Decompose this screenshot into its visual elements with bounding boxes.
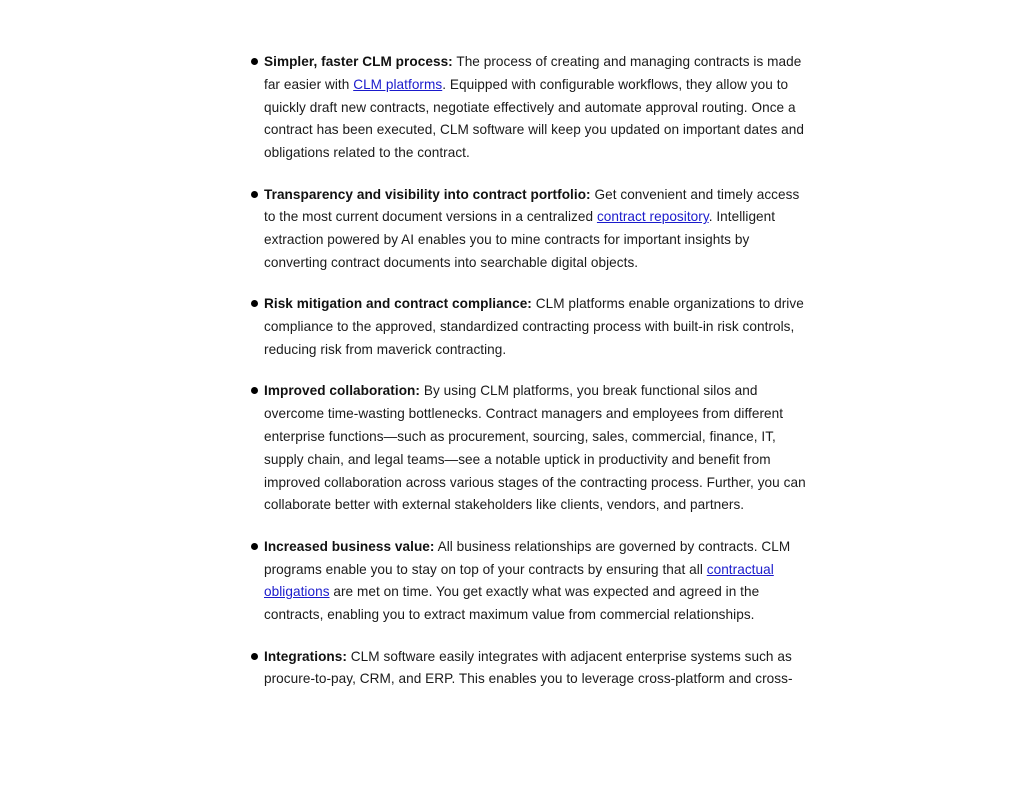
bullet-icon	[251, 653, 258, 660]
list-item	[249, 51, 809, 165]
item-text: By using CLM platforms, you break functional silos and overcome time-wasting bottlenecks. Contract managers and employees from different enterprise functions—such as procurement, sourcing, sales, commercial, finance, IT, supply chain, and legal teams—see a notable uptick in productivity and benefit from improved collaboration across various stages of the contracting process. Further, you can collaborate better with external stakeholders like clients, vendors, and partners.	[264, 383, 806, 513]
clm-platforms-link[interactable]: CLM platforms	[353, 76, 443, 92]
bullet-icon	[251, 387, 258, 394]
item-heading: Simpler, faster CLM process:	[264, 54, 453, 69]
item-heading: Increased business value:	[264, 538, 435, 554]
item-text: . Equipped with configurable workflows, they allow you to quickly draft new contracts, negotiate effectively and automate approval routing. Once a contract has been executed, CLM software will keep you updated on important dates and obligations related to the contract.	[264, 76, 805, 161]
bullet-icon	[251, 543, 258, 550]
item-heading: Transparency and visibility into contract portfolio:	[264, 186, 591, 202]
item-text: are met on time. You get exactly what was expected and agreed in the contracts, enabling you to extract maximum value from commercial relationships.	[264, 584, 760, 623]
item-text: CLM software easily integrates with adjacent enterprise systems such as procure-to-pay, CRM, and ERP. This enables you to leverage cross-platform and cross-	[264, 648, 793, 687]
list-item	[249, 380, 809, 517]
bullet-icon	[251, 58, 258, 65]
item-text: All business relationships are governed by contracts. CLM programs enable you to stay on top of your contracts by ensuring that all	[264, 538, 791, 577]
item-heading: Integrations:	[264, 648, 347, 664]
contractual-obligations-link[interactable]: contractual obligations	[264, 561, 774, 600]
item-text: . Intelligent extraction powered by AI enables you to mine contracts for important insights by converting contract documents into searchable digital objects.	[264, 209, 776, 270]
contract-repository-link[interactable]: contract repository	[596, 209, 709, 225]
benefits-bullet-list	[249, 51, 809, 710]
list-item	[249, 536, 809, 627]
item-heading: Risk mitigation and contract compliance:	[264, 296, 532, 312]
item-text: CLM platforms enable organizations to drive compliance to the approved, standardized contracting process with built-in risk controls, reducing risk from maverick contracting.	[264, 296, 804, 357]
bullet-icon	[251, 300, 258, 307]
bullet-icon	[251, 191, 258, 198]
list-item	[249, 293, 809, 361]
item-text: Get convenient and timely access to the most current document versions in a centralized	[264, 186, 800, 225]
list-item	[249, 646, 809, 692]
item-text: The process of creating and managing contracts is made far easier with	[264, 54, 802, 92]
list-item	[249, 184, 809, 275]
item-heading: Improved collaboration:	[264, 383, 420, 399]
